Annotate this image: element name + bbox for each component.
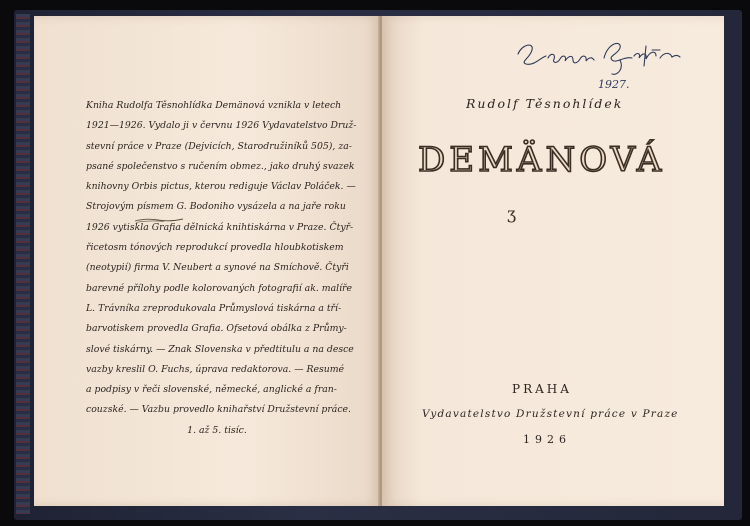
handwritten-signature — [512, 36, 712, 102]
colophon-line: couzské. — Vazbu provedlo knihařství Družstevní práce. — [86, 404, 351, 416]
colophon-line: L. Trávníka zreprodukovala Průmyslová tiskárna a tří- — [86, 302, 342, 314]
colophon-line: vazby kreslil O. Fuchs, úprava redaktorova. — Resumé — [86, 363, 345, 375]
print-run-line: 1. až 5. tisíc. — [187, 424, 247, 436]
colophon-line: psané společenstvo s ručením obmez., jako druhý svazek — [86, 160, 355, 172]
colophon-line: Strojovým písmem G. Bodoniho vysázela a na jaře roku — [86, 201, 346, 213]
colophon-line: knihovny Orbis pictus, kterou rediguje Václav Poláček. — — [86, 181, 356, 193]
publication-year: 1926 — [523, 433, 571, 446]
right-page — [382, 16, 724, 506]
colophon-line: stevní práce v Praze (Dejvicích, Starodružiníků 505), za- — [86, 140, 352, 152]
inscription-year: 1927. — [598, 78, 630, 91]
pencil-underline-mark — [134, 216, 184, 224]
colophon-line: řicetosm tónových reprodukcí provedla hloubkotiskem — [86, 242, 344, 254]
publication-place: PRAHA — [512, 382, 572, 396]
publisher-name: Vydavatelstvo Družstevní práce v Praze — [422, 408, 679, 420]
colophon-line: (neotypií) firma V. Neubert a synové na Smíchově. Čtyři — [86, 262, 349, 274]
author-name: Rudolf Těsnohlídek — [466, 96, 624, 111]
colophon-line: a podpisy v řeči slovenské, německé, anglické a fran- — [86, 384, 337, 396]
colophon-line: barevné přílohy podle kolorovaných fotografií ak. malíře — [86, 282, 353, 294]
book-binding-edge — [16, 14, 30, 514]
colophon-line: 1926 vytiskla Grafia dělnická knihtiskárna v Praze. Čtyř- — [86, 221, 354, 233]
colophon-line: slové tiskárny. — Znak Slovenska v předtitulu a na desce — [86, 343, 354, 355]
book-title: DEMÄNOVÁ — [418, 140, 666, 180]
colophon-line: Kniha Rudolfa Těsnohlídka Demänová vznikla v letech — [86, 100, 342, 111]
colophon-text — [86, 96, 357, 441]
colophon-line: 1921—1926. Vydalo ji v červnu 1926 Vydavatelstvo Druž- — [86, 120, 357, 132]
colophon-line: barvotiskem provedla Grafia. Ofsetová obálka z Průmy- — [86, 323, 347, 335]
left-page — [34, 16, 380, 506]
ornament-mark: ʒ — [507, 204, 517, 223]
